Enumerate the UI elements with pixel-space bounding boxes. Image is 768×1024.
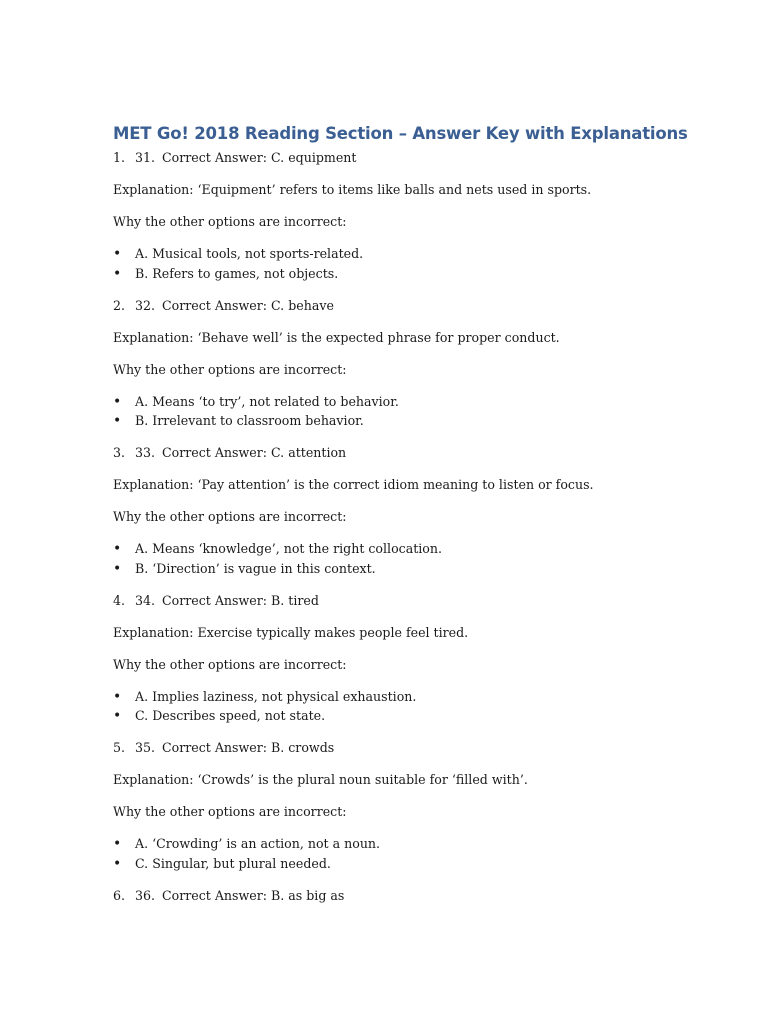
explanation-5: Explanation: ‘Crowds’ is the plural noun suitable for ‘filled with’. xyxy=(113,772,528,787)
bullet-glyph: • xyxy=(113,836,122,852)
bullet-glyph: • xyxy=(113,708,122,724)
bullet-text: C. Singular, but plural needed. xyxy=(135,856,331,871)
correct-answer: Correct Answer: C. attention xyxy=(162,445,347,460)
explanation-1: Explanation: ‘Equipment’ refers to items like balls and nets used in sports. xyxy=(113,182,592,197)
bullet-text: B. Irrelevant to classroom behavior. xyxy=(135,413,364,428)
question-number: 32. xyxy=(135,298,156,313)
item-number: 3. xyxy=(113,445,126,460)
answer-line-4 xyxy=(113,593,319,609)
bullet-text: B. ‘Direction’ is vague in this context. xyxy=(135,561,376,576)
why-label-1: Why the other options are incorrect: xyxy=(113,214,347,229)
explanation-2: Explanation: ‘Behave well’ is the expected phrase for proper conduct. xyxy=(113,330,560,345)
bullet-glyph: • xyxy=(113,856,122,872)
bullet-item xyxy=(113,266,338,282)
bullet-glyph: • xyxy=(113,561,122,577)
bullet-glyph: • xyxy=(113,689,122,705)
bullet-glyph: • xyxy=(113,266,122,282)
why-label-4: Why the other options are incorrect: xyxy=(113,657,347,672)
bullet-item xyxy=(113,394,399,410)
bullet-item xyxy=(113,856,331,872)
question-number: 33. xyxy=(135,445,156,460)
bullet-item xyxy=(113,561,376,577)
bullet-glyph: • xyxy=(113,394,122,410)
bullet-text: A. Implies laziness, not physical exhaustion. xyxy=(135,689,417,704)
correct-answer: Correct Answer: B. as big as xyxy=(162,888,345,903)
why-label-3: Why the other options are incorrect: xyxy=(113,509,347,524)
bullet-text: A. ‘Crowding’ is an action, not a noun. xyxy=(135,836,381,851)
bullet-item xyxy=(113,541,442,557)
why-label-2: Why the other options are incorrect: xyxy=(113,362,347,377)
item-number: 5. xyxy=(113,740,126,755)
bullet-glyph: • xyxy=(113,541,122,557)
bullet-item xyxy=(113,246,363,262)
bullet-item xyxy=(113,708,325,724)
correct-answer: Correct Answer: C. behave xyxy=(162,298,334,313)
item-number: 1. xyxy=(113,150,126,165)
why-label-5: Why the other options are incorrect: xyxy=(113,804,347,819)
bullet-glyph: • xyxy=(113,413,122,429)
question-number: 31. xyxy=(135,150,156,165)
bullet-text: A. Means ‘to try’, not related to behavior. xyxy=(135,394,399,409)
bullet-text: A. Musical tools, not sports-related. xyxy=(135,246,364,261)
item-number: 6. xyxy=(113,888,126,903)
item-number: 4. xyxy=(113,593,126,608)
answer-line-2 xyxy=(113,298,334,314)
bullet-item xyxy=(113,836,380,852)
explanation-4: Explanation: Exercise typically makes people feel tired. xyxy=(113,625,469,640)
question-number: 34. xyxy=(135,593,156,608)
correct-answer: Correct Answer: B. tired xyxy=(162,593,319,608)
document-title: MET Go! 2018 Reading Section – Answer Key with Explanations xyxy=(113,124,688,143)
bullet-text: A. Means ‘knowledge’, not the right collocation. xyxy=(135,541,442,556)
answer-line-6 xyxy=(113,888,344,904)
bullet-item xyxy=(113,689,416,705)
answer-line-5 xyxy=(113,740,334,756)
question-number: 36. xyxy=(135,888,156,903)
bullet-glyph: • xyxy=(113,246,122,262)
question-number: 35. xyxy=(135,740,156,755)
explanation-3: Explanation: ‘Pay attention’ is the correct idiom meaning to listen or focus. xyxy=(113,477,594,492)
correct-answer: Correct Answer: B. crowds xyxy=(162,740,335,755)
answer-line-3 xyxy=(113,445,346,461)
answer-line-1 xyxy=(113,150,356,166)
item-number: 2. xyxy=(113,298,126,313)
bullet-text: B. Refers to games, not objects. xyxy=(135,266,339,281)
bullet-text: C. Describes speed, not state. xyxy=(135,708,326,723)
bullet-item xyxy=(113,413,364,429)
correct-answer: Correct Answer: C. equipment xyxy=(162,150,357,165)
